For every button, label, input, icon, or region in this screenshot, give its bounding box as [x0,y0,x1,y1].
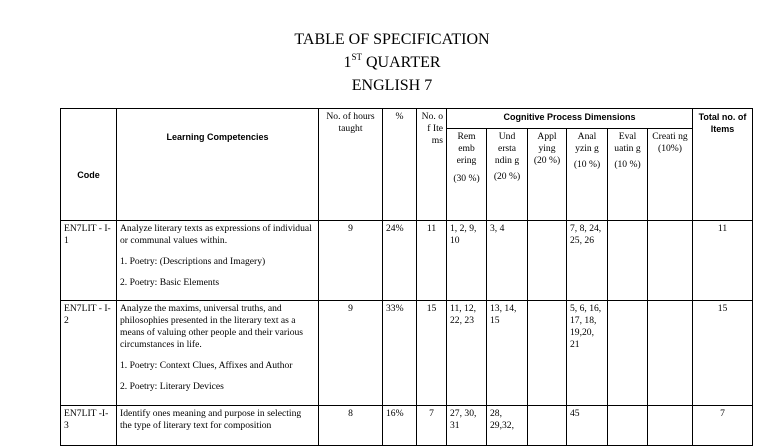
row-creating [648,301,693,406]
quarter-suffix: ST [351,52,362,62]
items-header: No. of Items [417,109,447,221]
competencies-header: Learning Competencies [117,109,319,221]
row-items: 11 [417,221,447,301]
row-remembering: 1, 2, 9, 10 [447,221,487,301]
row-applying [528,221,567,301]
header-row-1 [61,109,753,129]
total-header: Total no. of Items [693,109,753,221]
code-header: Code [61,109,117,221]
applying-header: Appl ying (20 %) [528,129,567,221]
row-analyzing: 7, 8, 24, 25, 26 [567,221,608,301]
title-line-3: ENGLISH 7 [351,77,433,94]
row-total: 15 [693,301,753,406]
competency-sub-2: 2. Poetry: Literary Devices [120,381,224,392]
row-understanding: 3, 4 [487,221,528,301]
row-percent: 24% [383,221,417,301]
row-creating [648,406,693,446]
row-code: EN7LIT - I-1 [61,221,117,301]
title-line-1: TABLE OF SPECIFICATION [294,31,490,48]
row-hours: 9 [319,301,383,406]
row-total: 11 [693,221,753,301]
row-applying [528,406,567,446]
row-understanding: 28, 29,32, [487,406,528,446]
row-remembering: 11, 12, 22, 23 [447,301,487,406]
table-row [61,301,753,406]
creating-header: Creati ng (10%) [648,129,693,221]
row-total: 7 [693,406,753,446]
row-analyzing: 45 [567,406,608,446]
evaluating-header: Eval uatin g (10 %) [608,129,648,221]
row-competency [117,406,319,446]
competency-text: Identify ones meaning and purpose in selecting the type of literary text for composition [120,408,302,431]
title-line-2 [0,52,784,74]
competency-sub-1: 1. Poetry: Context Clues, Affixes and Author [120,360,293,371]
specification-table [60,108,753,446]
row-analyzing: 5, 6, 16, 17, 18, 19,20, 21 [567,301,608,406]
cognitive-header: Cognitive Process Dimensions [447,109,693,129]
remembering-header: Rem emb ering (30 %) [447,129,487,221]
competency-sub-2: 2. Poetry: Basic Elements [120,277,220,288]
row-applying [528,301,567,406]
row-remembering: 27, 30, 31 [447,406,487,446]
table-row [61,406,753,446]
quarter-label: QUARTER [361,54,441,71]
table-row [61,221,753,301]
percent-header: % [383,109,417,221]
row-understanding: 13, 14, 15 [487,301,528,406]
competency-text: Analyze the maxims, universal truths, and philosophies presented in the literary text as a means of valuing other people and their various circumstances in life. [120,303,304,350]
row-hours: 8 [319,406,383,446]
row-competency [117,301,319,406]
analyzing-header: Anal yzin g (10 %) [567,129,608,221]
hours-header: No. of hours taught [319,109,383,221]
row-competency [117,221,319,301]
row-code: EN7LIT -I-3 [61,406,117,446]
row-code: EN7LIT - I-2 [61,301,117,406]
row-percent: 16% [383,406,417,446]
row-evaluating [608,406,648,446]
row-evaluating [608,301,648,406]
competency-sub-1: 1. Poetry: (Descriptions and Imagery) [120,256,266,267]
row-items: 7 [417,406,447,446]
row-items: 15 [417,301,447,406]
understanding-header: Und ersta ndin g (20 %) [487,129,528,221]
row-creating [648,221,693,301]
quarter-number: 1 [343,54,352,71]
row-hours: 9 [319,221,383,301]
row-evaluating [608,221,648,301]
row-percent: 33% [383,301,417,406]
competency-text: Analyze literary texts as expressions of individual or communal values within. [120,223,312,246]
